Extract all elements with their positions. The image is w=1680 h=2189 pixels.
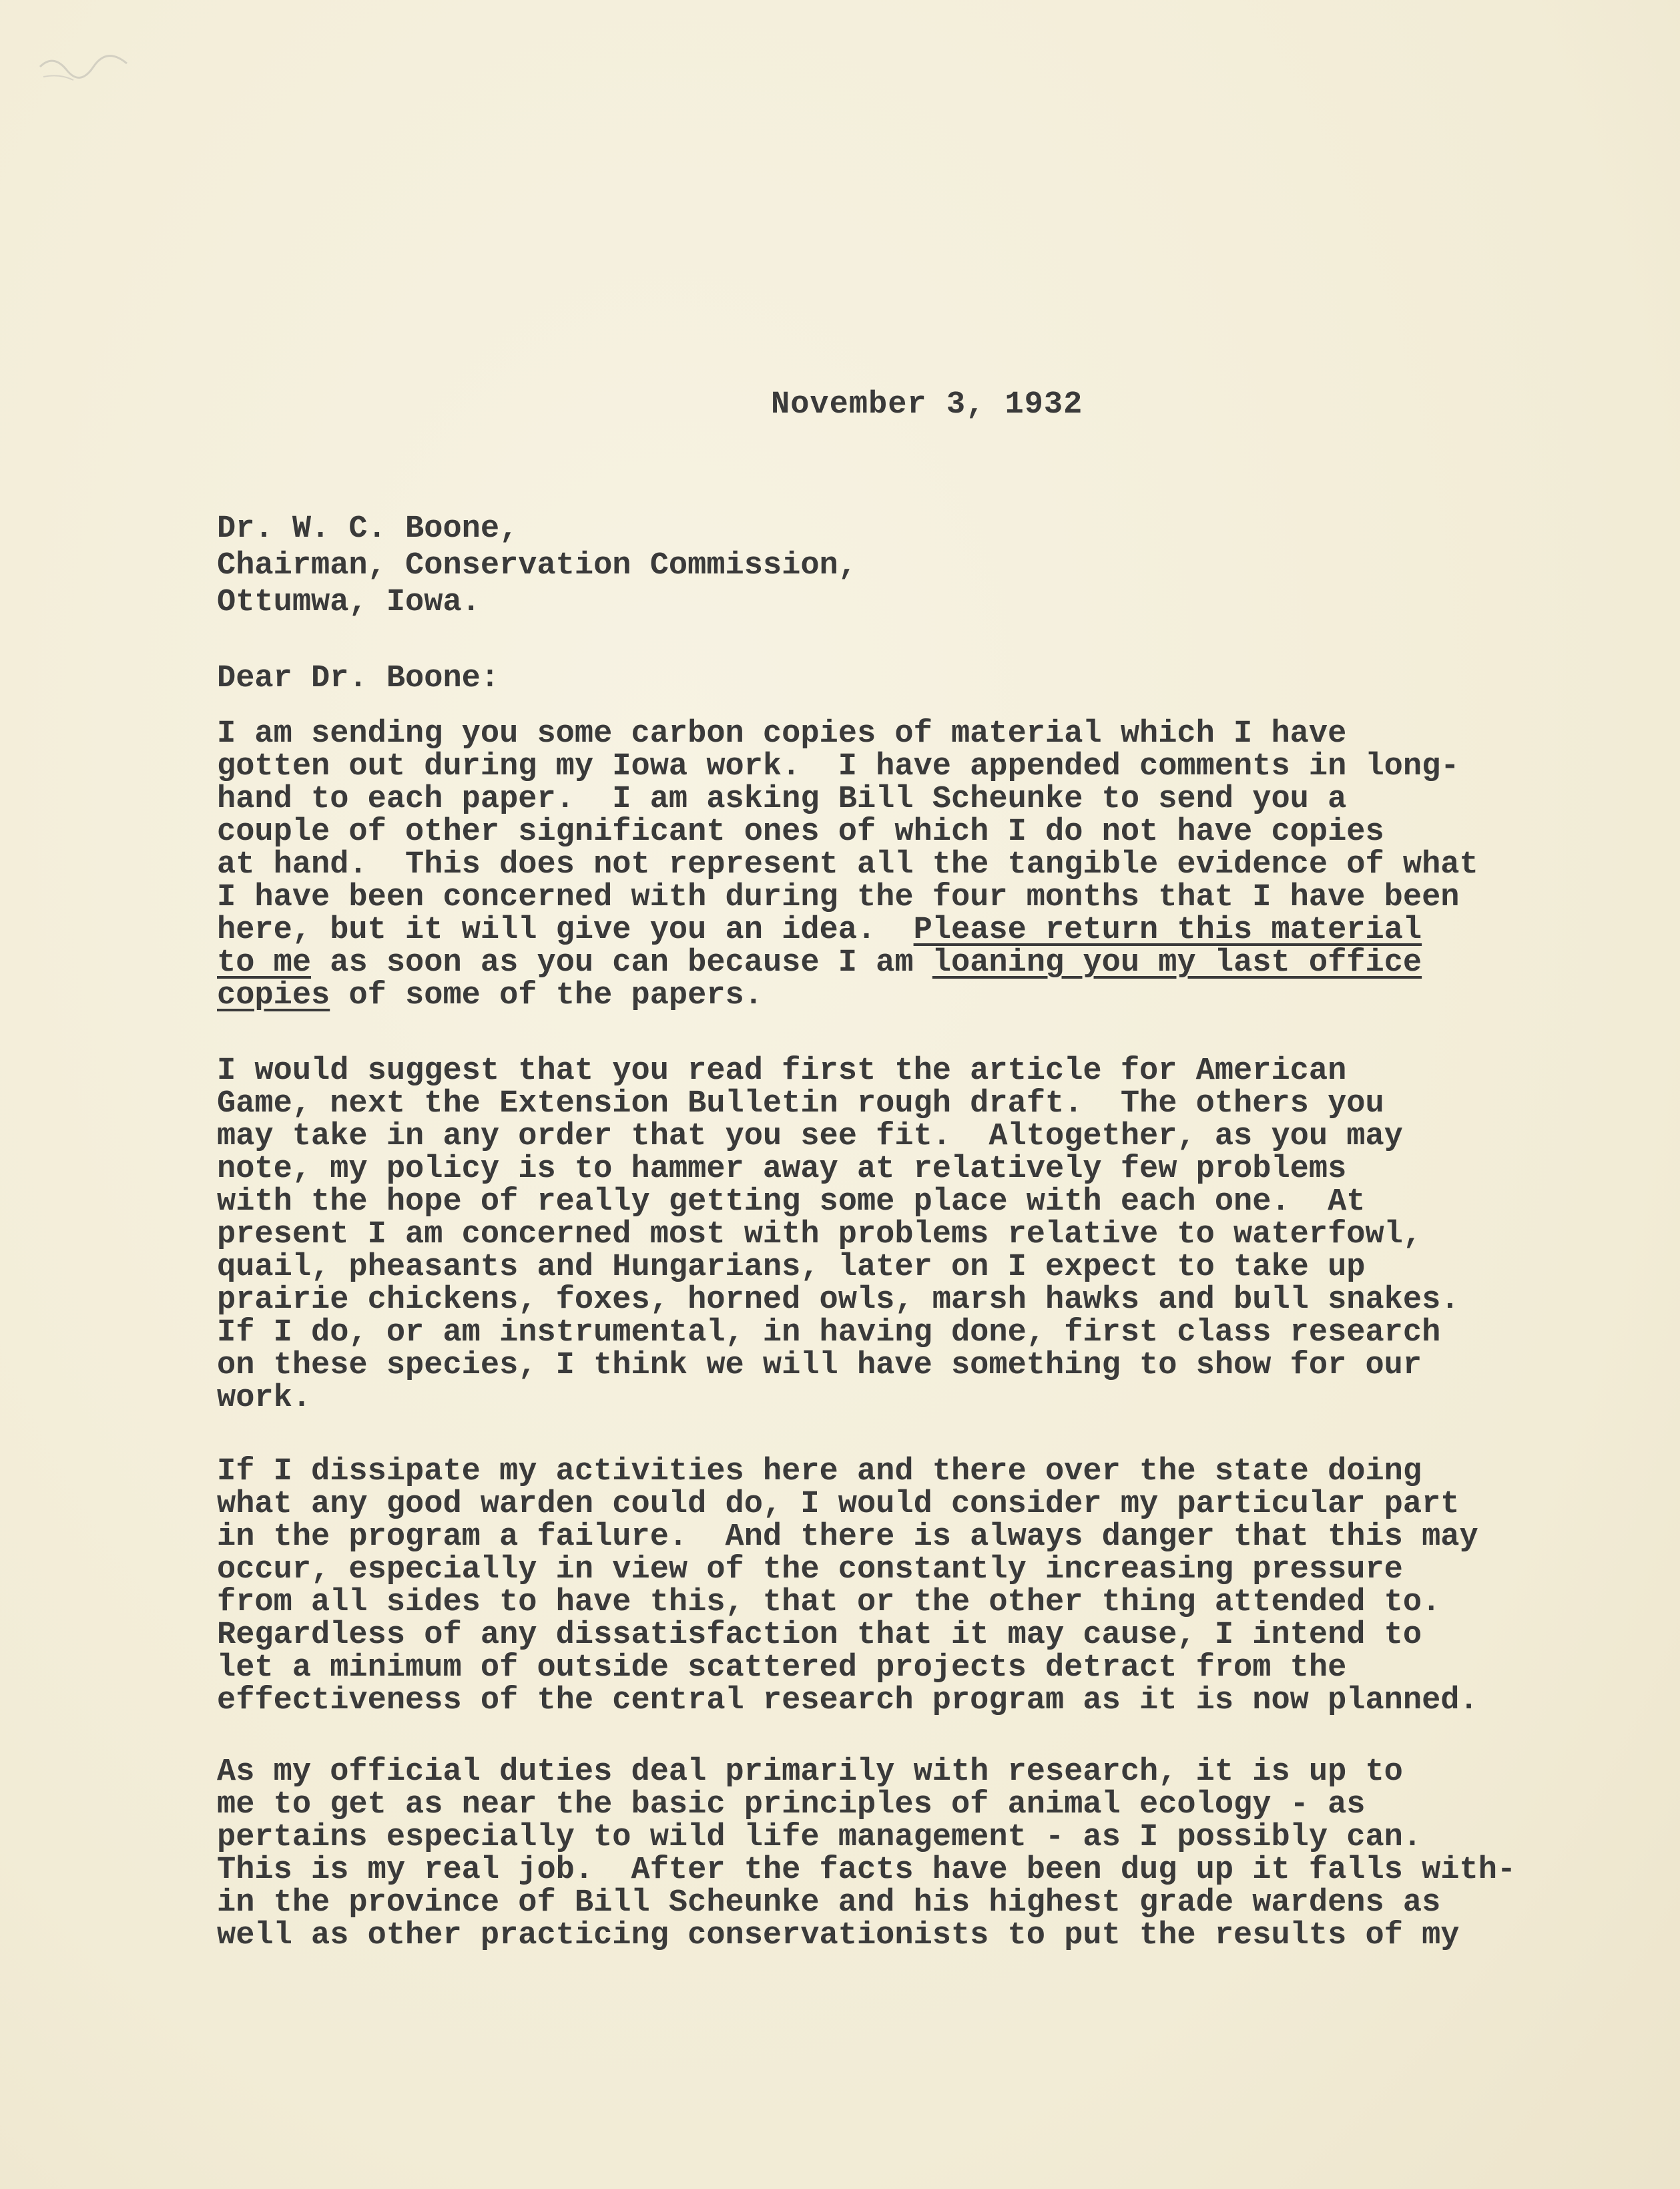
paragraph-1 <box>217 718 1478 1012</box>
paragraph-3 <box>217 1455 1478 1717</box>
salutation: Dear Dr. Boone: <box>217 661 500 696</box>
paragraph-2 <box>217 1055 1460 1415</box>
text-line: what any good warden could do, I would consider my particular part <box>217 1487 1460 1522</box>
text-line: Regardless of any dissatisfaction that it may cause, I intend to <box>217 1618 1422 1653</box>
text-line: prairie chickens, foxes, horned owls, marsh hawks and bull snakes. <box>217 1282 1460 1318</box>
underlined-text: loaning you my last office <box>932 945 1422 981</box>
text-line: in the program a failure. And there is always danger that this may <box>217 1519 1478 1555</box>
corner-smudge-mark <box>33 40 133 93</box>
text-line: pertains especially to wild life management - as I possibly can. <box>217 1820 1422 1855</box>
text-line: If I do, or am instrumental, in having done, first class research <box>217 1315 1441 1351</box>
address-line: Chairman, Conservation Commission, <box>217 548 857 583</box>
text-line: me to get as near the basic principles of animal ecology - as <box>217 1787 1366 1822</box>
text-line: I have been concerned with during the four months that I have been <box>217 880 1460 915</box>
paragraph-4 <box>217 1756 1516 1952</box>
underlined-text: Please return this material <box>913 913 1422 948</box>
text-line: effectiveness of the central research program as it is now planned. <box>217 1683 1478 1718</box>
text-line <box>217 947 1478 979</box>
text-line: gotten out during my Iowa work. I have appended comments in long- <box>217 749 1460 784</box>
text-segment: as soon as you can because I am <box>311 945 932 981</box>
text-line: I would suggest that you read first the article for American <box>217 1053 1347 1089</box>
recipient-address <box>217 511 857 621</box>
text-line: present I am concerned most with problems relative to waterfowl, <box>217 1217 1422 1252</box>
text-line: As my official duties deal primarily with research, it is up to <box>217 1754 1403 1790</box>
text-line: may take in any order that you see fit. Altogether, as you may <box>217 1119 1403 1154</box>
text-line: Game, next the Extension Bulletin rough draft. The others you <box>217 1086 1384 1122</box>
text-line <box>217 914 1478 947</box>
text-line: on these species, I think we will have something to show for our <box>217 1348 1422 1383</box>
text-line: This is my real job. After the facts have been dug up it falls with- <box>217 1853 1516 1888</box>
text-line: hand to each paper. I am asking Bill Scheunke to send you a <box>217 782 1347 817</box>
text-line: well as other practicing conservationists to put the results of my <box>217 1918 1460 1953</box>
address-line: Dr. W. C. Boone, <box>217 511 519 547</box>
underlined-text: copies <box>217 978 330 1013</box>
text-line: with the hope of really getting some place with each one. At <box>217 1184 1366 1220</box>
text-line: work. <box>217 1381 312 1416</box>
underlined-text: to me <box>217 945 312 981</box>
letter-date: November 3, 1932 <box>771 387 1083 423</box>
text-line: from all sides to have this, that or the other thing attended to. <box>217 1585 1441 1620</box>
text-line <box>217 979 1478 1012</box>
text-line: occur, especially in view of the constantly increasing pressure <box>217 1552 1403 1588</box>
address-line: Ottumwa, Iowa. <box>217 585 481 620</box>
text-line: I am sending you some carbon copies of material which I have <box>217 716 1347 752</box>
text-line: couple of other significant ones of which I do not have copies <box>217 814 1384 850</box>
text-line: in the province of Bill Scheunke and his highest grade wardens as <box>217 1885 1441 1921</box>
text-segment: of some of the papers. <box>330 978 763 1013</box>
text-segment: here, but it will give you an idea. <box>217 913 914 948</box>
text-line: quail, pheasants and Hungarians, later on I expect to take up <box>217 1250 1366 1285</box>
text-line: If I dissipate my activities here and there over the state doing <box>217 1454 1422 1489</box>
text-line: let a minimum of outside scattered projects detract from the <box>217 1650 1347 1686</box>
text-line: note, my policy is to hammer away at relatively few problems <box>217 1152 1347 1187</box>
text-line: at hand. This does not represent all the tangible evidence of what <box>217 847 1478 883</box>
